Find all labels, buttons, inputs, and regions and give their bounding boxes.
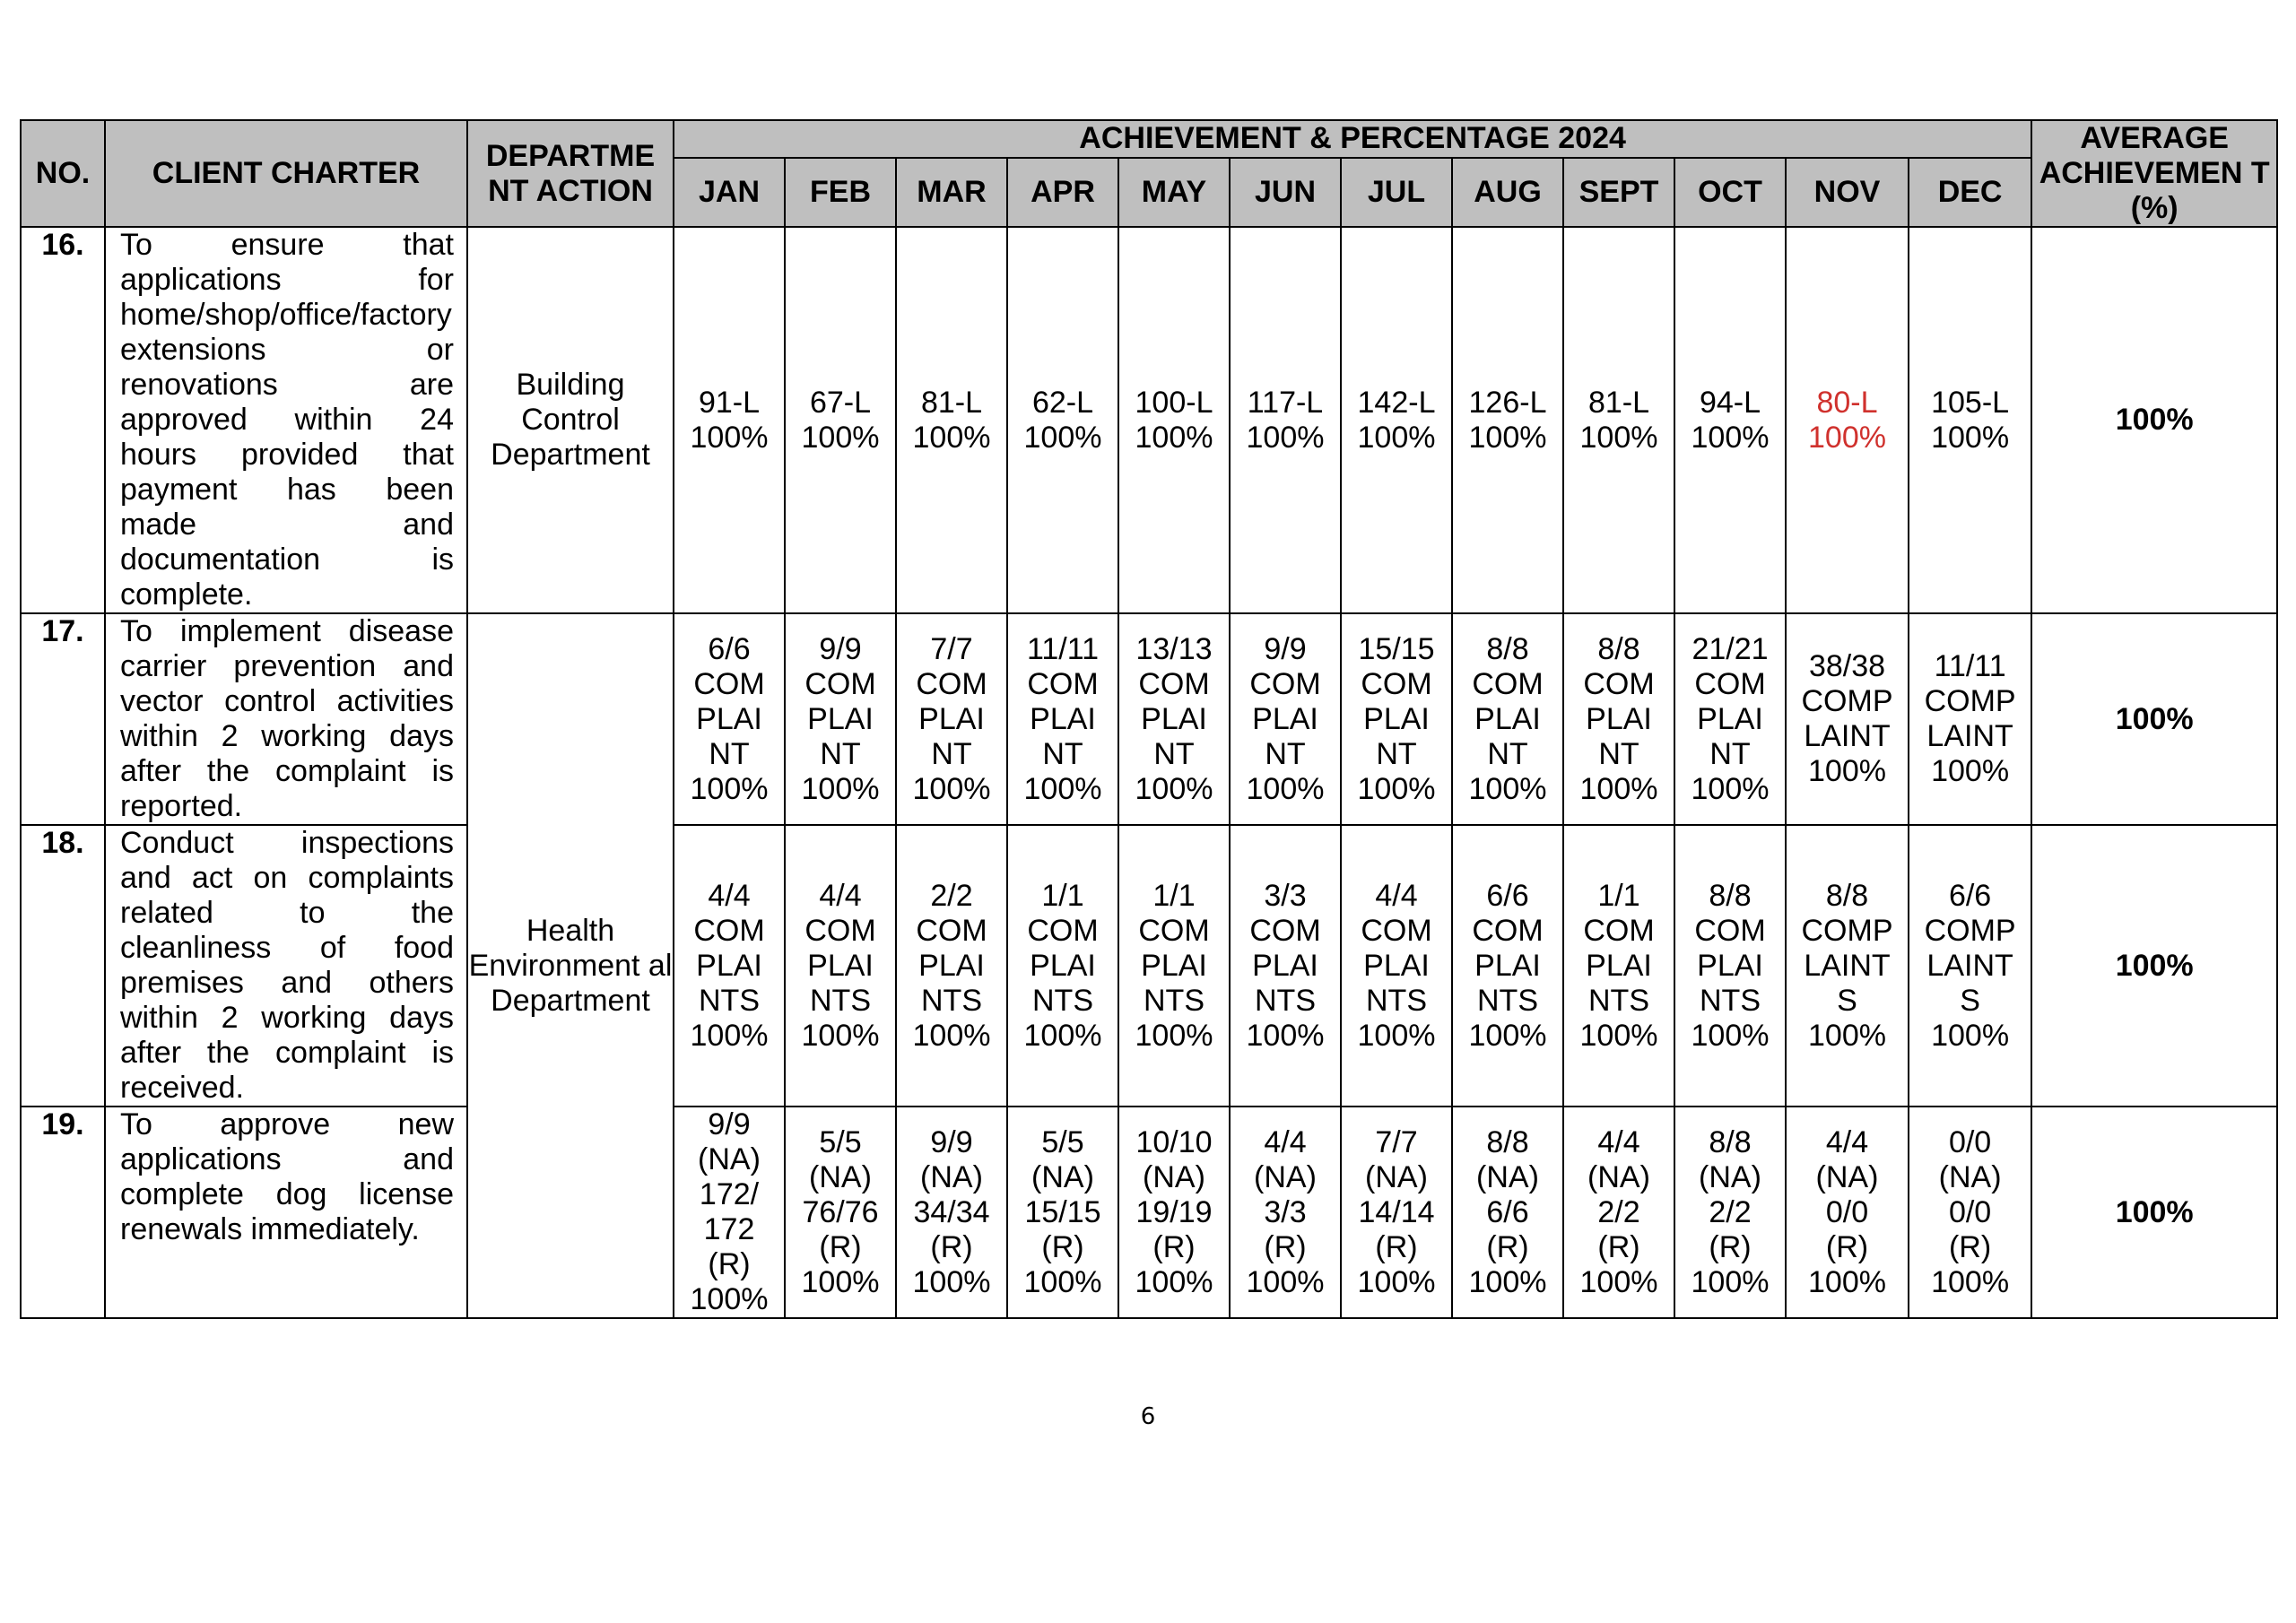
month-value-line: COM [916, 666, 987, 701]
month-value-line: (R) [1825, 1229, 1869, 1264]
month-value-line: 100% [912, 420, 991, 455]
month-value-line: NTS [1700, 983, 1761, 1018]
month-value-dec [1909, 825, 2031, 1107]
header-client-charter: CLIENT CHARTER [105, 120, 467, 227]
header-month-dec: DEC [1909, 158, 2031, 227]
month-value-line: 100% [912, 1018, 991, 1053]
month-value-line: COM [1249, 666, 1321, 701]
month-value-oct [1674, 613, 1786, 825]
month-value-line: LAINT [1926, 948, 2013, 983]
row-number: 16. [21, 227, 105, 613]
month-value-line: 172 [703, 1212, 755, 1246]
month-value-line: 80-L [1816, 385, 1878, 420]
table-row [21, 227, 2277, 613]
month-value-mar [896, 227, 1007, 613]
month-value-line: PLAI [1141, 948, 1207, 983]
month-value-nov [1786, 1107, 1909, 1318]
month-value-may [1118, 613, 1230, 825]
month-value-line: COM [804, 913, 876, 948]
month-value-line: 0/0 [1825, 1194, 1869, 1229]
month-value-line: 100% [1023, 1264, 1102, 1299]
client-charter-text: To approve new applications and complete dog license renewals immediately. [105, 1107, 467, 1318]
month-value-line: 100% [1468, 771, 1547, 806]
month-value-mar [896, 825, 1007, 1107]
month-value-line: COM [1472, 666, 1544, 701]
month-value-line: 100% [801, 420, 880, 455]
row-number: 18. [21, 825, 105, 1107]
month-value-line: 100% [1808, 420, 1886, 455]
header-achievement: ACHIEVEMENT & PERCENTAGE 2024 [674, 120, 2031, 158]
month-value-line: NTS [921, 983, 982, 1018]
month-value-line: 100% [1468, 420, 1547, 455]
month-value-line: (NA) [920, 1159, 983, 1194]
month-value-line: 4/4 [1825, 1124, 1869, 1159]
month-value-line: (NA) [1031, 1159, 1094, 1194]
month-value-line: 9/9 [708, 1107, 751, 1141]
month-value-line: 6/6 [708, 631, 751, 666]
month-value-line: 1/1 [1041, 878, 1084, 913]
month-value-line: 34/34 [913, 1194, 990, 1229]
month-value-line: 100% [1357, 771, 1436, 806]
average-achievement: 100% [2031, 227, 2277, 613]
month-value-sept [1563, 1107, 1674, 1318]
month-value-line: 172/ [699, 1177, 760, 1211]
month-value-line: 8/8 [1486, 631, 1529, 666]
table-row [21, 825, 2277, 1107]
month-value-line: 14/14 [1358, 1194, 1435, 1229]
month-value-line: COM [1472, 913, 1544, 948]
month-value-line: COM [1027, 913, 1099, 948]
month-value-line: 100% [1246, 420, 1325, 455]
month-value-line: 100% [1468, 1018, 1547, 1053]
month-value-line: 142-L [1357, 385, 1436, 420]
month-value-aug [1452, 1107, 1563, 1318]
month-value-line: LAINT [1804, 719, 1891, 753]
month-value-line: COMP [1801, 913, 1893, 948]
month-value-line: 5/5 [1041, 1124, 1084, 1159]
month-value-line: COM [1583, 666, 1655, 701]
month-value-mar [896, 613, 1007, 825]
month-value-line: (R) [1709, 1229, 1752, 1264]
month-value-line: NTS [1366, 983, 1427, 1018]
header-month-sept: SEPT [1563, 158, 1674, 227]
month-value-apr [1007, 825, 1118, 1107]
month-value-line: 3/3 [1264, 878, 1307, 913]
month-value-line: 100% [912, 1264, 991, 1299]
month-value-line: NTS [1477, 983, 1538, 1018]
month-value-line: 100% [1246, 1018, 1325, 1053]
month-value-line: 9/9 [930, 1124, 973, 1159]
month-value-line: PLAI [696, 701, 762, 736]
month-value-line: 6/6 [1948, 878, 1992, 913]
month-value-line: 100% [1691, 1264, 1770, 1299]
month-value-line: PLAI [1474, 701, 1541, 736]
month-value-line: 2/2 [1597, 1194, 1640, 1229]
month-value-line: 9/9 [819, 631, 862, 666]
month-value-line: 100% [1579, 420, 1658, 455]
month-value-line: NT [931, 736, 972, 771]
month-value-line: 105-L [1931, 385, 2010, 420]
month-value-line: (R) [1486, 1229, 1529, 1264]
month-value-line: 100% [1023, 420, 1102, 455]
month-value-line: 100% [1691, 1018, 1770, 1053]
month-value-line: 4/4 [1264, 1124, 1307, 1159]
month-value-line: PLAI [1030, 948, 1096, 983]
month-value-line: COM [693, 913, 765, 948]
month-value-nov [1786, 227, 1909, 613]
month-value-line: 8/8 [1709, 878, 1752, 913]
month-value-line: (NA) [809, 1159, 872, 1194]
month-value-oct [1674, 1107, 1786, 1318]
month-value-feb [785, 1107, 896, 1318]
month-value-jun [1230, 227, 1341, 613]
average-achievement: 100% [2031, 825, 2277, 1107]
month-value-line: PLAI [1586, 701, 1652, 736]
month-value-line: 11/11 [1934, 649, 2006, 683]
month-value-line: 100% [1023, 771, 1102, 806]
month-value-dec [1909, 227, 2031, 613]
month-value-line: PLAI [918, 948, 985, 983]
month-value-line: 81-L [920, 385, 983, 420]
month-value-line: 100% [1931, 1264, 2010, 1299]
month-value-line: COMP [1801, 684, 1893, 718]
month-value-line: COM [1138, 666, 1210, 701]
month-value-line: 19/19 [1135, 1194, 1213, 1229]
month-value-line: (NA) [1699, 1159, 1761, 1194]
header-month-oct: OCT [1674, 158, 1786, 227]
month-value-line: 100% [1931, 1018, 2010, 1053]
month-value-line: 4/4 [1597, 1124, 1640, 1159]
month-value-line: 100% [1808, 754, 1886, 788]
month-value-line: 3/3 [1264, 1194, 1307, 1229]
month-value-nov [1786, 613, 1909, 825]
month-value-line: 4/4 [819, 878, 862, 913]
month-value-line: COM [1138, 913, 1210, 948]
month-value-line: (NA) [1476, 1159, 1539, 1194]
month-value-nov [1786, 825, 1909, 1107]
month-value-line: 100% [1023, 1018, 1102, 1053]
month-value-line: 6/6 [1486, 878, 1529, 913]
header-month-jun: JUN [1230, 158, 1341, 227]
month-value-line: 100% [1579, 771, 1658, 806]
month-value-line: 100% [690, 771, 769, 806]
month-value-line: PLAI [807, 701, 874, 736]
month-value-feb [785, 825, 896, 1107]
month-value-line: NTS [1032, 983, 1093, 1018]
month-value-jan [674, 1107, 785, 1318]
month-value-line: 13/13 [1135, 631, 1213, 666]
month-value-feb [785, 227, 896, 613]
month-value-line: COM [916, 913, 987, 948]
month-value-sept [1563, 613, 1674, 825]
month-value-line: 4/4 [1375, 878, 1418, 913]
month-value-line: PLAI [918, 701, 985, 736]
client-charter-text: To implement disease carrier prevention and vector control activities within 2 working days after the complaint is reported. [105, 613, 467, 825]
header-month-nov: NOV [1786, 158, 1909, 227]
month-value-line: 100% [1691, 420, 1770, 455]
month-value-line: 100% [1468, 1264, 1547, 1299]
month-value-aug [1452, 227, 1563, 613]
month-value-line: COM [1249, 913, 1321, 948]
header-month-may: MAY [1118, 158, 1230, 227]
month-value-line: 100% [1931, 420, 2010, 455]
month-value-jun [1230, 825, 1341, 1107]
month-value-line: NT [709, 736, 750, 771]
month-value-apr [1007, 1107, 1118, 1318]
month-value-line: 7/7 [1375, 1124, 1418, 1159]
month-value-line: 81-L [1587, 385, 1650, 420]
month-value-line: (R) [1375, 1229, 1418, 1264]
month-value-line: 21/21 [1692, 631, 1769, 666]
month-value-oct [1674, 227, 1786, 613]
month-value-may [1118, 825, 1230, 1107]
month-value-line: 100% [801, 1018, 880, 1053]
month-value-line: (NA) [1254, 1159, 1317, 1194]
header-month-aug: AUG [1452, 158, 1563, 227]
average-achievement: 100% [2031, 613, 2277, 825]
month-value-mar [896, 1107, 1007, 1318]
month-value-line: 100% [690, 1282, 769, 1316]
month-value-line: (NA) [1815, 1159, 1879, 1194]
month-value-dec [1909, 613, 2031, 825]
month-value-line: 4/4 [708, 878, 751, 913]
month-value-line: NT [1487, 736, 1528, 771]
month-value-jan [674, 825, 785, 1107]
page-number: 6 [1140, 1403, 1156, 1430]
month-value-line: 100% [1691, 771, 1770, 806]
month-value-line: PLAI [1474, 948, 1541, 983]
month-value-apr [1007, 227, 1118, 613]
month-value-jul [1341, 825, 1452, 1107]
month-value-sept [1563, 825, 1674, 1107]
month-value-line: NTS [1588, 983, 1649, 1018]
month-value-line: 100% [1135, 1264, 1213, 1299]
month-value-line: 100% [801, 1264, 880, 1299]
month-value-jul [1341, 227, 1452, 613]
month-value-line: PLAI [696, 948, 762, 983]
month-value-line: 100% [1135, 771, 1213, 806]
month-value-line: 1/1 [1152, 878, 1196, 913]
month-value-line: PLAI [1252, 701, 1318, 736]
month-value-line: 2/2 [1709, 1194, 1752, 1229]
month-value-line: PLAI [807, 948, 874, 983]
month-value-line: 9/9 [1264, 631, 1307, 666]
month-value-line: (NA) [1143, 1159, 1205, 1194]
month-value-line: NTS [1255, 983, 1316, 1018]
month-value-line: 15/15 [1024, 1194, 1101, 1229]
row-number: 19. [21, 1107, 105, 1318]
month-value-line: 126-L [1468, 385, 1547, 420]
month-value-line: NT [1042, 736, 1083, 771]
header-no: NO. [21, 120, 105, 227]
month-value-line: (R) [1041, 1229, 1084, 1264]
table-row [21, 1107, 2277, 1318]
month-value-line: 100% [1357, 420, 1436, 455]
average-achievement: 100% [2031, 1107, 2277, 1318]
month-value-line: 15/15 [1358, 631, 1435, 666]
month-value-line: 10/10 [1135, 1124, 1213, 1159]
month-value-sept [1563, 227, 1674, 613]
month-value-line: 100% [1357, 1264, 1436, 1299]
row-number: 17. [21, 613, 105, 825]
month-value-line: COM [1583, 913, 1655, 948]
month-value-line: (NA) [698, 1142, 761, 1176]
month-value-line: 100% [1357, 1018, 1436, 1053]
month-value-line: LAINT [1804, 948, 1891, 983]
month-value-line: COM [1027, 666, 1099, 701]
month-value-line: 8/8 [1486, 1124, 1529, 1159]
month-value-line: COM [1361, 913, 1432, 948]
month-value-line: NT [1265, 736, 1306, 771]
header-department-action: DEPARTME NT ACTION [467, 120, 674, 227]
month-value-line: S [1837, 983, 1857, 1018]
month-value-jun [1230, 613, 1341, 825]
month-value-line: NTS [1144, 983, 1205, 1018]
header-month-apr: APR [1007, 158, 1118, 227]
month-value-line: 100% [1135, 1018, 1213, 1053]
month-value-line: (NA) [1587, 1159, 1650, 1194]
department-health: Health Environment al Department [467, 613, 674, 1318]
month-value-line: PLAI [1697, 701, 1763, 736]
month-value-may [1118, 1107, 1230, 1318]
month-value-line: 8/8 [1825, 878, 1869, 913]
month-value-line: PLAI [1586, 948, 1652, 983]
header-month-jul: JUL [1341, 158, 1452, 227]
month-value-line: (NA) [1938, 1159, 2002, 1194]
month-value-line: COMP [1924, 684, 2016, 718]
month-value-line: PLAI [1697, 948, 1763, 983]
month-value-line: 91-L [698, 385, 761, 420]
month-value-line: 0/0 [1948, 1194, 1992, 1229]
month-value-line: 100-L [1135, 385, 1213, 420]
month-value-aug [1452, 825, 1563, 1107]
month-value-line: 100% [1579, 1018, 1658, 1053]
header-month-mar: MAR [896, 158, 1007, 227]
month-value-jul [1341, 1107, 1452, 1318]
month-value-line: PLAI [1252, 948, 1318, 983]
client-charter-text: To ensure that applications for home/shop/office/factory extensions or renovations are approved within 24 hours provided that payment has been made and documentation is complete. [105, 227, 467, 613]
client-charter-text: Conduct inspections and act on complaints related to the cleanliness of food premises and others within 2 working days after the complaint is received. [105, 825, 467, 1107]
month-value-line: 5/5 [819, 1124, 862, 1159]
month-value-line: NT [1153, 736, 1195, 771]
month-value-line: 100% [1808, 1018, 1886, 1053]
month-value-line: (R) [1948, 1229, 1992, 1264]
month-value-line: 67-L [809, 385, 872, 420]
month-value-line: 94-L [1699, 385, 1761, 420]
month-value-line: NTS [699, 983, 760, 1018]
month-value-jun [1230, 1107, 1341, 1318]
month-value-line: 100% [1931, 754, 2010, 788]
month-value-line: COM [1694, 913, 1766, 948]
month-value-line: 100% [690, 1018, 769, 1053]
month-value-line: 8/8 [1597, 631, 1640, 666]
month-value-line: 100% [912, 771, 991, 806]
month-value-line: 11/11 [1026, 631, 1100, 666]
month-value-line: COMP [1924, 913, 2016, 948]
month-value-line: 117-L [1247, 385, 1324, 420]
month-value-line: (R) [1152, 1229, 1196, 1264]
header-average: AVERAGE ACHIEVEMEN T (%) [2031, 120, 2277, 227]
month-value-dec [1909, 1107, 2031, 1318]
month-value-line: 100% [1246, 1264, 1325, 1299]
month-value-line: 100% [1808, 1264, 1886, 1299]
month-value-line: 100% [801, 771, 880, 806]
month-value-line: COM [1694, 666, 1766, 701]
month-value-line: 100% [1135, 420, 1213, 455]
month-value-feb [785, 613, 896, 825]
month-value-line: (NA) [1365, 1159, 1428, 1194]
month-value-line: 7/7 [930, 631, 973, 666]
month-value-line: 6/6 [1486, 1194, 1529, 1229]
month-value-line: 38/38 [1808, 649, 1886, 683]
month-value-line: 0/0 [1948, 1124, 1992, 1159]
month-value-line: NT [1598, 736, 1639, 771]
header-month-jan: JAN [674, 158, 785, 227]
month-value-oct [1674, 825, 1786, 1107]
month-value-line: (R) [1264, 1229, 1307, 1264]
month-value-line: 1/1 [1597, 878, 1640, 913]
achievement-table [20, 119, 2278, 1319]
month-value-line: 100% [1246, 771, 1325, 806]
month-value-line: 8/8 [1709, 1124, 1752, 1159]
month-value-line: 100% [690, 420, 769, 455]
month-value-line: PLAI [1363, 948, 1430, 983]
month-value-line: NT [820, 736, 861, 771]
month-value-line: NTS [810, 983, 871, 1018]
month-value-line: PLAI [1363, 701, 1430, 736]
month-value-line: NT [1376, 736, 1417, 771]
month-value-line: LAINT [1926, 719, 2013, 753]
month-value-aug [1452, 613, 1563, 825]
month-value-line: (R) [708, 1247, 751, 1281]
month-value-line: COM [804, 666, 876, 701]
header-month-feb: FEB [785, 158, 896, 227]
table-row [21, 613, 2277, 825]
month-value-line: (R) [819, 1229, 862, 1264]
month-value-line: 2/2 [930, 878, 973, 913]
month-value-line: COM [1361, 666, 1432, 701]
month-value-line: COM [693, 666, 765, 701]
month-value-line: 62-L [1031, 385, 1094, 420]
month-value-line: PLAI [1141, 701, 1207, 736]
month-value-jul [1341, 613, 1452, 825]
month-value-line: 76/76 [802, 1194, 879, 1229]
month-value-jan [674, 613, 785, 825]
month-value-apr [1007, 613, 1118, 825]
month-value-line: NT [1709, 736, 1751, 771]
month-value-jan [674, 227, 785, 613]
month-value-line: (R) [1597, 1229, 1640, 1264]
month-value-may [1118, 227, 1230, 613]
month-value-line: (R) [930, 1229, 973, 1264]
department-building: Building Control Department [467, 227, 674, 613]
month-value-line: S [1960, 983, 1980, 1018]
month-value-line: 100% [1579, 1264, 1658, 1299]
month-value-line: PLAI [1030, 701, 1096, 736]
